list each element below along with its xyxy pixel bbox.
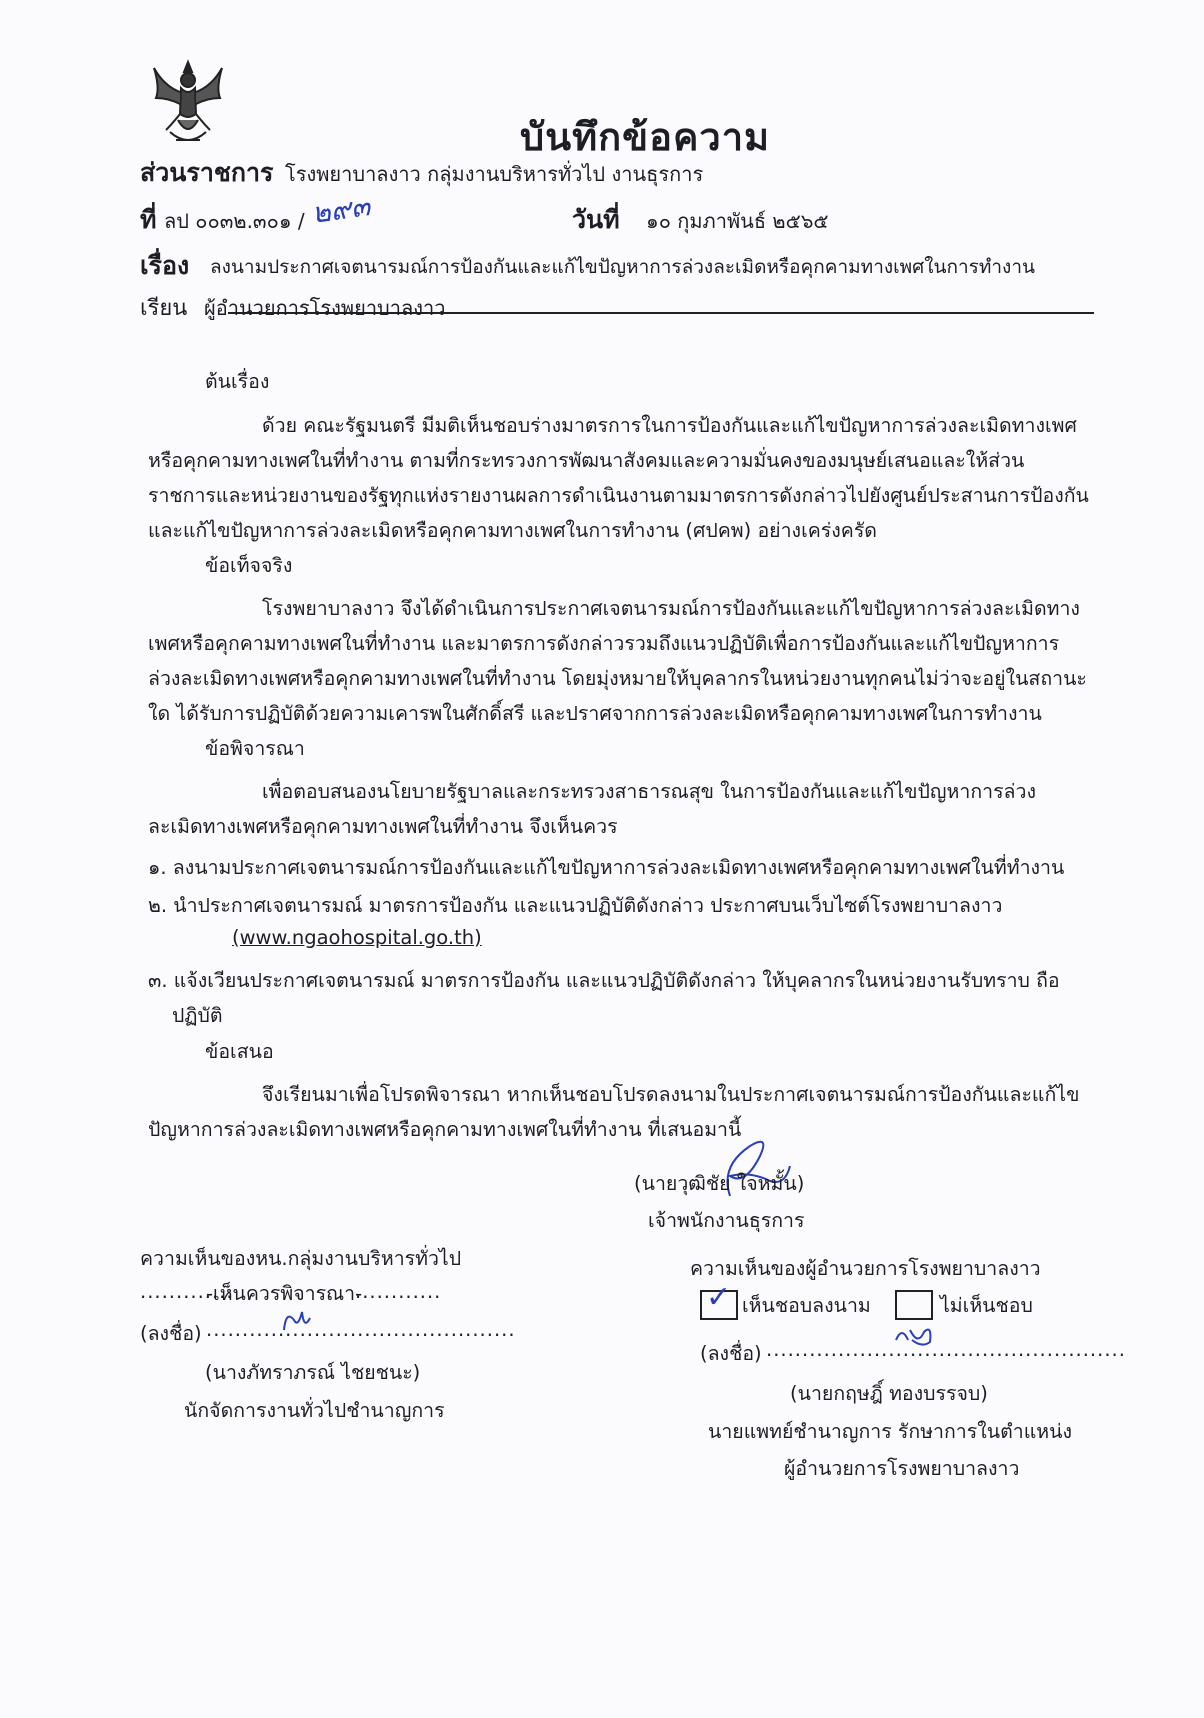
head-signature — [276, 1300, 316, 1340]
subject-label: เรื่อง — [140, 251, 190, 280]
background-line: หรือคุกคามทางเพศในที่ทำงาน ตามที่กระทรวงการพัฒนาสังคมและความมั่นคงของมนุษย์เสนอและให้ส่วน — [148, 449, 1025, 472]
head-opinion-value: -เห็นควรพิจารณา- — [206, 1282, 363, 1305]
background-line: และแก้ไขปัญหาการล่วงละเมิดหรือคุกคามทางเพศในการทำงาน (ศปคพ) อย่างเคร่งครัด — [148, 519, 877, 542]
approve-check-mark: ✓ — [706, 1280, 732, 1315]
item-1: ๑. ลงนามประกาศเจตนารมณ์การป้องกันและแก้ไขปัญหาการล่วงละเมิดทางเพศหรือคุกคามทางเพศในที่ทำงาน — [148, 856, 1065, 879]
head-opinion-label: ความเห็นของหน.กลุ่มงานบริหารทั่วไป — [140, 1247, 462, 1270]
garuda-emblem — [150, 58, 226, 148]
ref-handwritten-number: ๒๙๓ — [309, 189, 373, 230]
ref-label: ที่ — [140, 205, 157, 234]
director-sign-dots: .................................................. — [766, 1338, 1126, 1361]
facts-heading: ข้อเท็จจริง — [205, 554, 293, 577]
facts-line: ล่วงละเมิดทางเพศหรือคุกคามทางเพศในที่ทำงาน โดยมุ่งหมายให้บุคลากรในหน่วยงานทุกคนไม่ว่าจะอยู่ในสถานะ — [148, 667, 1087, 690]
memo-title: บันทึกข้อความ — [520, 115, 771, 159]
item-3: ๓. แจ้งเวียนประกาศเจตนารมณ์ มาตรการป้องกัน และแนวปฏิบัติดังกล่าว ให้บุคลากรในหน่วยงานรับทราบ ถือ — [148, 969, 1060, 992]
head-opinion-dots: ............ — [355, 1280, 442, 1303]
agency-label: ส่วนราชการ — [140, 158, 274, 187]
item-3-continued: ปฏิบัติ — [172, 1004, 223, 1027]
background-line: ด้วย คณะรัฐมนตรี มีมติเห็นชอบร่างมาตรการในการป้องกันและแก้ไขปัญหาการล่วงละเมิดทางเพศ — [262, 414, 1077, 437]
item-2: ๒. นำประกาศเจตนารมณ์ มาตรการป้องกัน และแนวปฏิบัติดังกล่าว ประกาศบนเว็บไซต์โรงพยาบาลงาว — [148, 894, 1003, 917]
facts-line: โรงพยาบาลงาว จึงได้ดำเนินการประกาศเจตนารมณ์การป้องกันและแก้ไขปัญหาการล่วงละเมิดทาง — [262, 597, 1080, 620]
facts-line: ใด ได้รับการปฏิบัติด้วยความเคารพในศักดิ์สรี และปราศจากการล่วงละเมิดหรือคุกคามทางเพศในการทำงาน — [148, 702, 1042, 725]
facts-line: เพศหรือคุกคามทางเพศในที่ทำงาน และมาตรการดังกล่าวรวมถึงแนวปฏิบัติเพื่อการป้องกันและแก้ไขปัญหาการ — [148, 632, 1060, 655]
to-value: ผู้อำนวยการโรงพยาบาลงาว — [204, 296, 446, 320]
head-sign-label: (ลงชื่อ) — [140, 1322, 202, 1345]
background-line: ราชการและหน่วยงานของรัฐทุกแห่งรายงานผลการดำเนินงานตามมาตรการดังกล่าวไปยังศูนย์ประสานการป้องกัน — [148, 484, 1089, 507]
agency-value: โรงพยาบาลงาว กลุ่มงานบริหารทั่วไป งานธุรการ — [285, 162, 704, 186]
writer-name: (นายวุฒิชัย ใจหมั้น) — [634, 1172, 805, 1195]
head-opinion-dots: ............. — [140, 1280, 234, 1303]
director-opinion-label: ความเห็นของผู้อำนวยการโรงพยาบาลงาว — [690, 1257, 1041, 1280]
background-heading: ต้นเรื่อง — [205, 370, 270, 393]
consider-line: ละเมิดทางเพศหรือคุกคามทางเพศในที่ทำงาน จึงเห็นควร — [148, 815, 618, 838]
head-name: (นางภัทราภรณ์ ไชยชนะ) — [205, 1361, 421, 1384]
head-position: นักจัดการงานทั่วไปชำนาญการ — [184, 1399, 445, 1422]
ref-value: ลป ๐๐๓๒.๓๐๑ / — [164, 209, 305, 233]
approve-label: เห็นชอบลงนาม — [742, 1294, 871, 1317]
proposal-line: จึงเรียนมาเพื่อโปรดพิจารณา หากเห็นชอบโปรดลงนามในประกาศเจตนารมณ์การป้องกันและแก้ไข — [262, 1083, 1080, 1106]
proposal-line: ปัญหาการล่วงละเมิดทางเพศหรือคุกคามทางเพศในที่ทำงาน ที่เสนอมานี้ — [148, 1118, 742, 1141]
head-sign-dots: ........................................... — [206, 1318, 516, 1341]
director-position-1: นายแพทย์ชำนาญการ รักษาการในตำแหน่ง — [708, 1420, 1072, 1443]
director-position-2: ผู้อำนวยการโรงพยาบาลงาว — [784, 1457, 1020, 1480]
writer-position: เจ้าพนักงานธุรการ — [648, 1209, 805, 1232]
director-signature — [892, 1322, 936, 1352]
date-value: ๑๐ กุมภาพันธ์ ๒๕๖๕ — [646, 209, 829, 233]
date-label: วันที่ — [572, 205, 620, 234]
director-name: (นายกฤษฎิ์ ทองบรรจบ) — [790, 1382, 988, 1405]
reject-checkbox[interactable] — [895, 1290, 933, 1320]
subject-value: ลงนามประกาศเจตนารมณ์การป้องกันและแก้ไขปัญหาการล่วงละเมิดหรือคุกคามทางเพศในการทำงาน — [210, 256, 1035, 278]
proposal-heading: ข้อเสนอ — [205, 1040, 274, 1063]
consider-heading: ข้อพิจารณา — [205, 737, 305, 760]
website-link[interactable]: (www.ngaohospital.go.th) — [232, 926, 482, 949]
director-sign-label: (ลงชื่อ) — [700, 1342, 762, 1365]
reject-label: ไม่เห็นชอบ — [940, 1294, 1033, 1317]
consider-line: เพื่อตอบสนองนโยบายรัฐบาลและกระทรวงสาธารณสุข ในการป้องกันและแก้ไขปัญหาการล่วง — [262, 780, 1036, 803]
to-label: เรียน — [140, 296, 188, 321]
